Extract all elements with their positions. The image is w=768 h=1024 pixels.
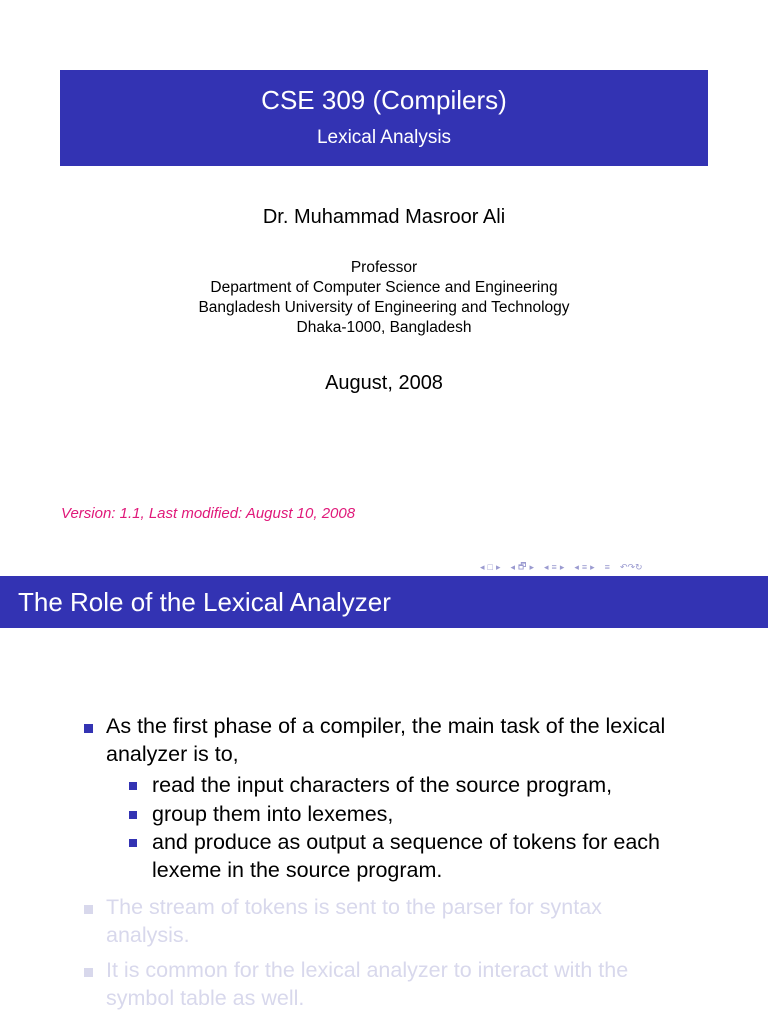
bullet-square-icon bbox=[84, 724, 93, 733]
nav-prev-section-icon[interactable]: ◂ bbox=[574, 561, 579, 572]
bullet-text-line: As the first phase of a compiler, the main task of the lexical bbox=[106, 714, 666, 738]
nav-next-section-icon[interactable]: ▸ bbox=[590, 561, 595, 572]
content-slide bbox=[0, 576, 768, 1024]
institute-line: Dhaka-1000, Bangladesh bbox=[296, 319, 472, 336]
bullet-text-line: analysis. bbox=[106, 923, 190, 947]
nav-next-frame-icon[interactable]: ▸ bbox=[529, 561, 535, 572]
bullet-square-icon bbox=[84, 905, 93, 914]
bullet-square-icon bbox=[129, 839, 137, 847]
bullet-square-icon bbox=[129, 811, 137, 819]
version-note: Version: 1.1, Last modified: August 10, 2008 bbox=[61, 505, 356, 522]
nav-subsection-icon[interactable]: ≡ bbox=[551, 562, 557, 572]
nav-next-slide-icon[interactable]: ▸ bbox=[495, 561, 501, 572]
bullet-text-line: The stream of tokens is sent to the parser for syntax bbox=[106, 895, 602, 919]
title-banner bbox=[60, 70, 708, 166]
bullet-square-icon bbox=[129, 782, 137, 790]
nav-prev-frame-icon[interactable]: ◂ bbox=[510, 561, 516, 572]
presentation-title: CSE 309 (Compilers) bbox=[261, 85, 507, 115]
institute-line: Professor bbox=[350, 259, 418, 276]
nav-search-back-forward-icon[interactable]: ↶↷↻ bbox=[619, 561, 643, 572]
nav-prev-subsection-icon[interactable]: ◂ bbox=[544, 561, 549, 572]
nav-next-subsection-icon[interactable]: ▸ bbox=[559, 561, 565, 572]
bullet-text-line: read the input characters of the source program, bbox=[152, 773, 613, 797]
presentation-date: August, 2008 bbox=[325, 372, 443, 394]
nav-frame-icon[interactable]: 🗗 bbox=[518, 561, 527, 571]
frame-title-bar bbox=[0, 576, 768, 628]
institute-line: Bangladesh University of Engineering and Technology bbox=[198, 299, 570, 316]
institute-block bbox=[0, 258, 768, 338]
nav-document-icon[interactable]: ≡ bbox=[604, 562, 610, 572]
bullet-text-line: group them into lexemes, bbox=[152, 802, 394, 826]
bullet-text-line: and produce as output a sequence of tokens for each bbox=[152, 830, 661, 854]
nav-section-icon[interactable]: ≡ bbox=[581, 562, 588, 572]
bullet-text-line: analyzer is to, bbox=[106, 742, 239, 766]
bullet-square-icon bbox=[84, 968, 93, 977]
presentation-subtitle: Lexical Analysis bbox=[316, 127, 452, 148]
bullet-text-line: lexeme in the source program. bbox=[152, 858, 443, 882]
institute-line: Department of Computer Science and Engineering bbox=[210, 279, 558, 296]
nav-prev-slide-icon[interactable]: ◂ bbox=[480, 561, 485, 572]
frame-title: The Role of the Lexical Analyzer bbox=[18, 587, 391, 617]
bullet-text-line: symbol table as well. bbox=[106, 986, 305, 1010]
nav-slide-icon[interactable]: □ bbox=[487, 562, 493, 572]
beamer-navigation-bar bbox=[480, 560, 646, 574]
bullet-text-line: It is common for the lexical analyzer to interact with the bbox=[106, 958, 629, 982]
author-name: Dr. Muhammad Masroor Ali bbox=[262, 206, 506, 228]
